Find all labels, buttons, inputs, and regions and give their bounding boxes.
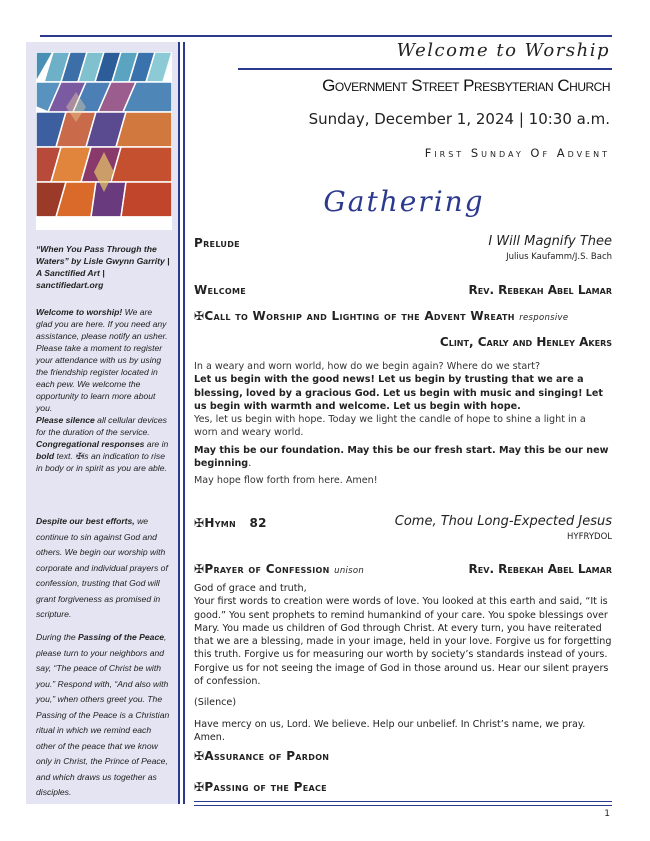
responses-note-mid: are in [144, 439, 169, 449]
call-note: responsive [519, 313, 569, 323]
responses-note-text: text. ✠is an indication to rise in body or in spirit as you are able. [36, 451, 167, 473]
confession-body: Your first words to creation were words of love. You looked at this earth and said, “It is good.” You sent prophets to remind humankind of your care. You spoke blessings over Mary. You made us children of God through Christ. At every turn, you have reiterated that we are a blessing, made in your image, held in your love. Forgive us for forgetting this truth. Forgive us for measuring our worth by society’s standards instead of yours. Forgive us for not seeing the image of God in those around us. Hear our silent prayers of confession. [194, 596, 612, 688]
hymn-label [194, 516, 267, 530]
responses-note-bold: bold [36, 451, 55, 461]
efforts-note-text: we continue to sin against God and others. We begin our worship with corporate and individual prayers of confession, trusting that God will grant forgiveness as promised in scripture. [36, 516, 168, 619]
page-number: 1 [604, 809, 610, 819]
confession-leader: Rev. Rebekah Abel Lamar [468, 562, 612, 576]
call-leaders: Clint, Carly and Henley Akers [439, 335, 612, 349]
assurance-label: ✠Assurance of Pardon [194, 749, 330, 763]
bottom-rule [194, 801, 612, 806]
peace-note-pre: During the [36, 632, 79, 642]
responses-note-lead: Congregational responses [36, 439, 145, 449]
efforts-note [36, 514, 170, 623]
service-date: Sunday, December 1, 2024 | 10:30 a.m. [308, 110, 610, 128]
litany-leader-3: May hope flow forth from here. Amen! [194, 475, 378, 487]
prelude-title: I Will Magnify Thee [488, 234, 612, 249]
peace-label: ✠Passing of the Peace [194, 780, 327, 794]
section-title: Gathering [323, 185, 485, 218]
litany-response-2 [194, 444, 612, 471]
peace-note [36, 630, 170, 801]
artwork-caption: “When You Pass Through the Waters” by Lisle Gwynn Garrity | A Sanctified Art | sanctifiedart.org [36, 244, 170, 290]
artwork-image [36, 52, 172, 230]
litany-leader-1: In a weary and worn world, how do we begin again? Where do we start? [194, 361, 541, 372]
prelude-label: Prelude [194, 236, 240, 250]
welcome-leader: Rev. Rebekah Abel Lamar [468, 283, 612, 297]
peace-note-lead: Passing of the Peace [78, 632, 165, 642]
hymn-label-text: ✠Hymn [194, 516, 237, 530]
confession-label-text: ✠Prayer of Confession [194, 562, 330, 576]
top-rule [40, 35, 612, 37]
church-name: Government Street Presbyterian Church [322, 76, 610, 95]
litany-leader-2: Yes, let us begin with hope. Today we light the candle of hope to shine a light in a worn and weary world. [194, 414, 586, 439]
sidebar-divider [178, 42, 180, 804]
litany-response-2-end: . [248, 458, 252, 470]
peace-note-text: , please turn to your neighbors and say, “The peace of Christ be with you.” Respond with, “And also with you,” when others greet you. The Passing of the Peace is a Christian ritual in which we remind each other of the peace that we know only in Christ, the Prince of Peace, and which draws us together as disciples. [36, 632, 170, 797]
confession-closing: Have mercy on us, Lord. We believe. Help our unbelief. In Christ’s name, we pray. Amen. [194, 718, 586, 743]
call-label [194, 309, 568, 323]
litany [194, 360, 612, 488]
silence-note-lead: Please silence [36, 415, 95, 425]
confession-note: unison [334, 566, 365, 576]
confession-silence: (Silence) [194, 697, 237, 709]
call-label-text: ✠Call to Worship and Lighting of the Advent Wreath [194, 309, 515, 323]
welcome-note [36, 306, 170, 474]
welcome-note-text: We are glad you are here. If you need any assistance, please notify an usher. Please take a moment to register your attendance with us by using the friendship register located in each pew. We welcome the opportunity to learn more about you. [36, 307, 168, 413]
welcome-heading: Welcome to Worship [396, 40, 610, 61]
hymn-title: Come, Thou Long-Expected Jesus [394, 514, 612, 529]
sidebar-divider-2 [183, 42, 185, 804]
efforts-note-lead: Despite our best efforts, [36, 516, 135, 526]
confession-text [194, 582, 612, 744]
confession-label [194, 562, 364, 576]
welcome-note-lead: Welcome to worship! [36, 307, 123, 317]
litany-response-1: Let us begin with the good news! Let us begin by trusting that we are a blessing, loved by a gracious God. Let us begin with music and singing! Let us begin with warmth and welcome. Let us begin with hope. [194, 374, 604, 412]
hymn-tune: HYFRYDOL [567, 532, 612, 542]
litany-response-2-text: May this be our foundation. May this be our fresh start. May this be our new beginning [194, 444, 609, 470]
prelude-composer: Julius Kaufamm/J.S. Bach [506, 252, 612, 262]
welcome-label: Welcome [194, 283, 246, 297]
hymn-number: 82 [249, 516, 267, 530]
confession-line-1: God of grace and truth, [194, 583, 307, 594]
welcome-rule [238, 68, 612, 70]
liturgical-season: First Sunday Of Advent [424, 146, 610, 160]
silence-note-text: all cellular devices for the duration of the service. [36, 415, 167, 437]
